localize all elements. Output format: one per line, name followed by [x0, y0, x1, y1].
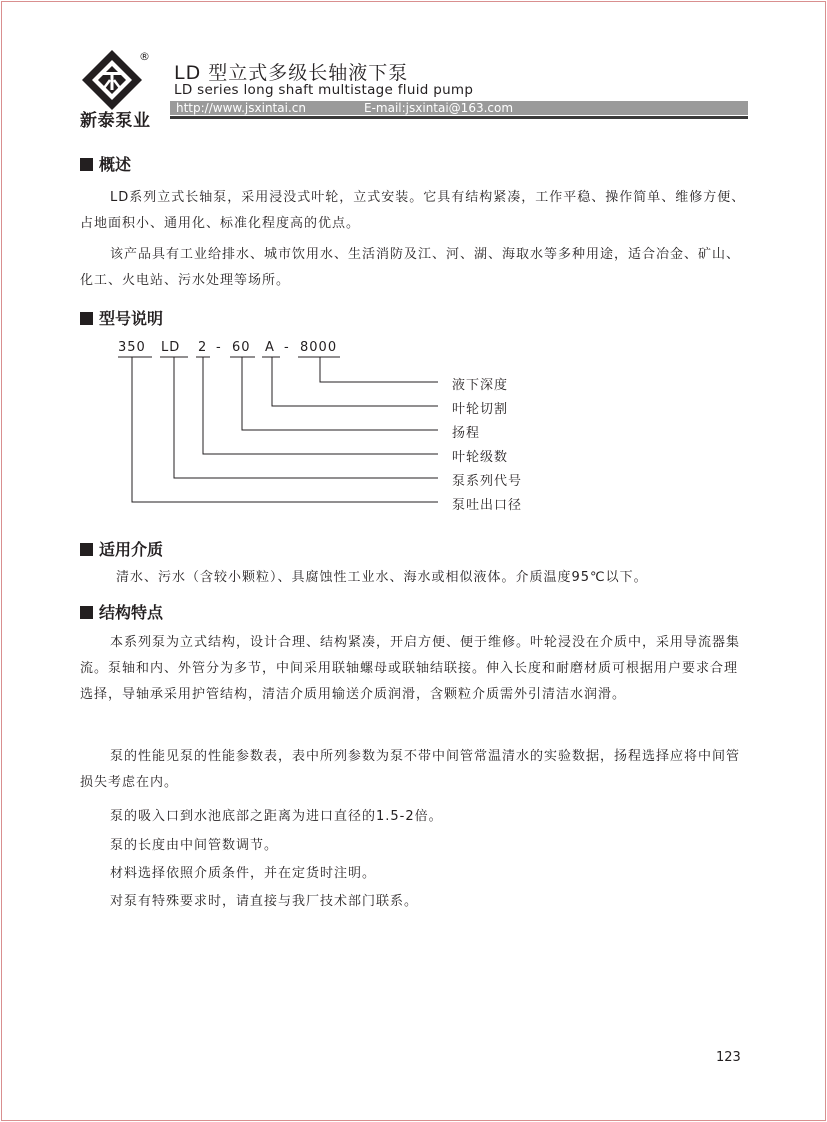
page-number: 123: [716, 1050, 741, 1065]
square-bullet-icon: [80, 158, 93, 171]
code-part-head: 60: [232, 340, 251, 355]
label-impeller-trim: 叶轮切割: [452, 402, 509, 417]
code-part-series: LD: [161, 340, 181, 355]
overview-paragraph-2: 该产品具有工业给排水、城市饮用水、生活消防及江、河、湖、海取水等多种用途，适合冶金、矿山、化工、火电站、污水处理等场所。: [80, 247, 741, 288]
code-part-depth: 8000: [300, 340, 338, 355]
section-heading-overview: 概述: [80, 152, 131, 175]
structure-paragraph-2: 泵的性能见泵的性能参数表，表中所列参数为泵不带中间管常温清水的实验数据，扬程选择应将中间管损失考虑在内。: [80, 749, 741, 790]
square-bullet-icon: [80, 312, 93, 325]
label-outlet-diameter: 泵吐出口径: [452, 498, 523, 513]
structure-line-2: 泵的长度由中间管数调节。: [110, 838, 279, 853]
contact-email: E-mail:jsxintai@163.com: [364, 101, 514, 115]
page-title: LD 型立式多级长轴液下泵: [174, 62, 409, 84]
label-head: 扬程: [452, 426, 481, 441]
code-part-dash: -: [216, 340, 222, 355]
header-rule: [170, 116, 748, 119]
registered-mark: ®: [139, 50, 150, 63]
code-part-trim: A: [265, 340, 275, 355]
page-subtitle: LD series long shaft multistage fluid pump: [174, 82, 474, 98]
structure-line-3: 材料选择依照介质条件，并在定货时注明。: [110, 866, 377, 881]
website-url: http://www.jsxintai.cn: [176, 101, 306, 115]
logo-text: 新泰泵业: [80, 111, 150, 128]
code-part-stages: 2: [198, 340, 208, 355]
structure-line-4: 对泵有特殊要求时，请直接与我厂技术部门联系。: [110, 894, 419, 909]
section-heading-structure: 结构特点: [80, 600, 163, 623]
code-part-dash: -: [284, 340, 290, 355]
model-leader-lines: [110, 338, 570, 518]
code-part-diameter: 350: [118, 340, 146, 355]
media-text: 清水、污水（含较小颗粒）、具腐蚀性工业水、海水或相似液体。介质温度95℃以下。: [116, 570, 648, 585]
label-impeller-stages: 叶轮级数: [452, 450, 509, 465]
square-bullet-icon: [80, 606, 93, 619]
company-logo: [78, 48, 156, 128]
label-submersion-depth: 液下深度: [452, 378, 509, 393]
square-bullet-icon: [80, 543, 93, 556]
model-code-diagram: [110, 338, 570, 518]
section-heading-media: 适用介质: [80, 537, 163, 560]
overview-paragraph-1: LD系列立式长轴泵，采用浸没式叶轮，立式安装。它具有结构紧凑，工作平稳、操作简单、维修方便、占地面积小、通用化、标准化程度高的优点。: [80, 190, 746, 231]
structure-paragraph-1: 本系列泵为立式结构，设计合理、结构紧凑，开启方便、便于维修。叶轮浸没在介质中，采用导流器集流。泵轴和内、外管分为多节，中间采用联轴螺母或联轴结联接。伸入长度和耐磨材质可根据用户要求合理选择，导轴承采用护管结构，清洁介质用输送介质润滑，含颗粒介质需外引清洁水润滑。: [80, 635, 741, 702]
structure-line-1: 泵的吸入口到水池底部之距离为进口直径的1.5-2倍。: [110, 809, 443, 824]
label-series-code: 泵系列代号: [452, 474, 523, 489]
section-heading-model: 型号说明: [80, 306, 163, 329]
